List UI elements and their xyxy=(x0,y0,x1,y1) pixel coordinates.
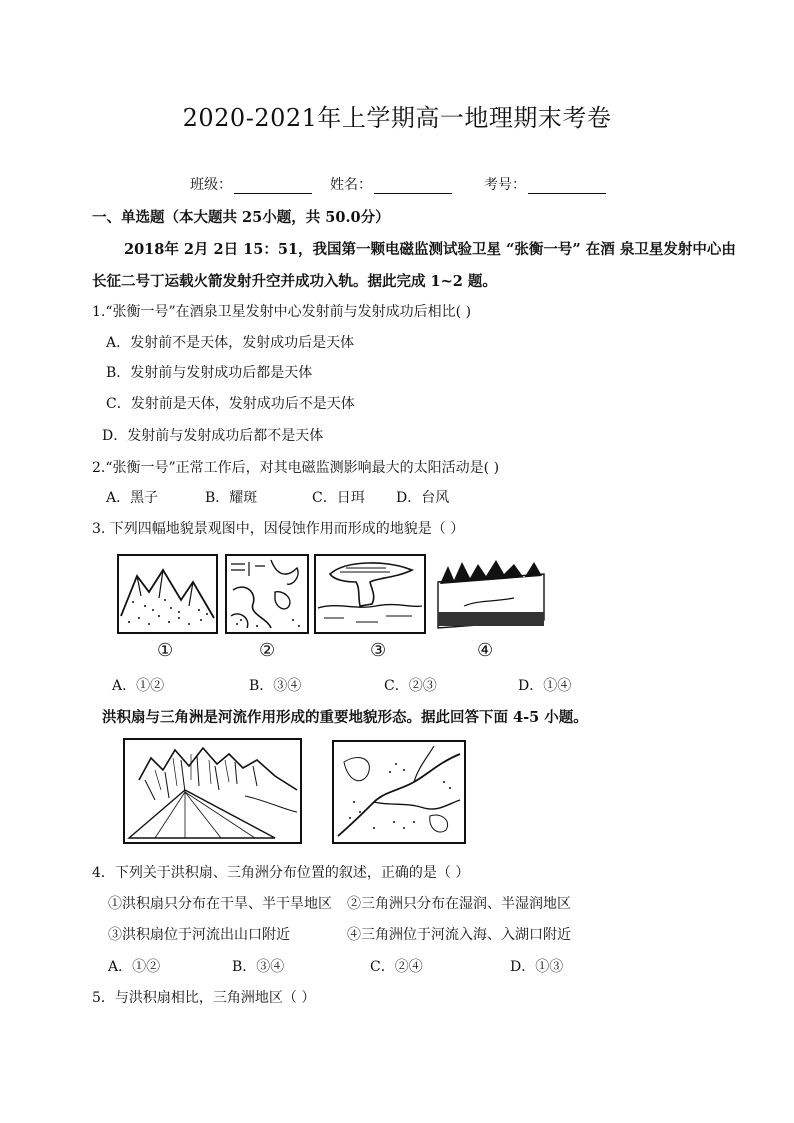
q2-option-a: A．黑子 xyxy=(106,490,159,506)
landform-image-1 xyxy=(117,554,218,634)
q2-stem: 2.“张衡一号”正常工作后，对其电磁监测影响最大的太阳活动是( ) xyxy=(92,460,500,476)
q1-option-b: B．发射前与发射成功后都是天体 xyxy=(106,365,313,381)
landform-image-2 xyxy=(225,554,309,634)
intro2: 洪积扇与三角洲是河流作用形成的重要地貌形态。据此回答下面 4-5 小题。 xyxy=(102,709,588,726)
q3-option-d: D．①④ xyxy=(518,678,572,694)
exam-title: 2020-2021年上学期高一地理期末考卷 xyxy=(182,104,612,132)
q4-stem: 4．下列关于洪积扇、三角洲分布位置的叙述，正确的是（ ） xyxy=(92,865,470,881)
q3-option-b: B．③④ xyxy=(249,678,302,694)
q4-statement-2: ②三角洲只分布在湿润、半湿润地区 xyxy=(347,896,571,912)
q4-statement-1: ①洪积扇只分布在干旱、半干旱地区 xyxy=(108,896,332,912)
name-field[interactable] xyxy=(330,174,452,194)
intro1-line2: 长征二号丁运载火箭发射升空并成功入轨。据此完成 1~2 题。 xyxy=(92,273,497,290)
figure-label-2: ② xyxy=(259,640,276,661)
alluvial-fan-image xyxy=(123,738,302,844)
q4-option-d: D．①③ xyxy=(510,959,564,975)
q3-option-c: C．②③ xyxy=(384,678,437,694)
q3-stem: 3. 下列四幅地貌景观图中，因侵蚀作用而形成的地貌是（ ） xyxy=(92,521,465,537)
landform-image-3 xyxy=(314,554,426,634)
number-field[interactable] xyxy=(484,174,606,194)
name-blank[interactable] xyxy=(374,179,452,194)
q1-option-d: D．发射前与发射成功后都不是天体 xyxy=(102,428,324,444)
number-blank[interactable] xyxy=(528,179,606,194)
delta-image xyxy=(332,740,466,844)
section-heading: 一、单选题（本大题共 25小题，共 50.0分） xyxy=(92,209,390,226)
q4-option-b: B．③④ xyxy=(232,959,285,975)
intro1-line1: 2018年 2月 2日 15：51，我国第一颗电磁监测试验卫星 “张衡一号” 在酒 泉卫星发射中心由 xyxy=(124,241,736,258)
landform-image-4 xyxy=(434,554,548,634)
class-blank[interactable] xyxy=(234,179,312,194)
q5-stem: 5．与洪积扇相比，三角洲地区（ ） xyxy=(92,990,316,1006)
name-label: 姓名： xyxy=(330,177,372,193)
figure-label-3: ③ xyxy=(370,640,387,661)
q4-statement-3: ③洪积扇位于河流出山口附近 xyxy=(108,927,290,943)
q4-option-c: C．②④ xyxy=(370,959,423,975)
class-field[interactable] xyxy=(190,174,312,194)
q3-option-a: A．①② xyxy=(112,678,165,694)
number-label: 考号： xyxy=(484,177,526,193)
q4-statement-4: ④三角洲位于河流入海、入湖口附近 xyxy=(347,927,571,943)
figure-label-4: ④ xyxy=(477,640,494,661)
figure-label-1: ① xyxy=(157,640,174,661)
q2-option-b: B．耀斑 xyxy=(205,490,258,506)
q2-option-c: C．日珥 xyxy=(312,490,365,506)
q2-option-d: D．台风 xyxy=(396,490,450,506)
q4-option-a: A．①② xyxy=(108,959,161,975)
q1-option-a: A．发射前不是天体，发射成功后是天体 xyxy=(106,335,355,351)
class-label: 班级： xyxy=(190,177,232,193)
q1-stem: 1.“张衡一号”在酒泉卫星发射中心发射前与发射成功后相比( ) xyxy=(92,304,472,320)
q1-option-c: C．发射前是天体，发射成功后不是天体 xyxy=(106,396,355,412)
